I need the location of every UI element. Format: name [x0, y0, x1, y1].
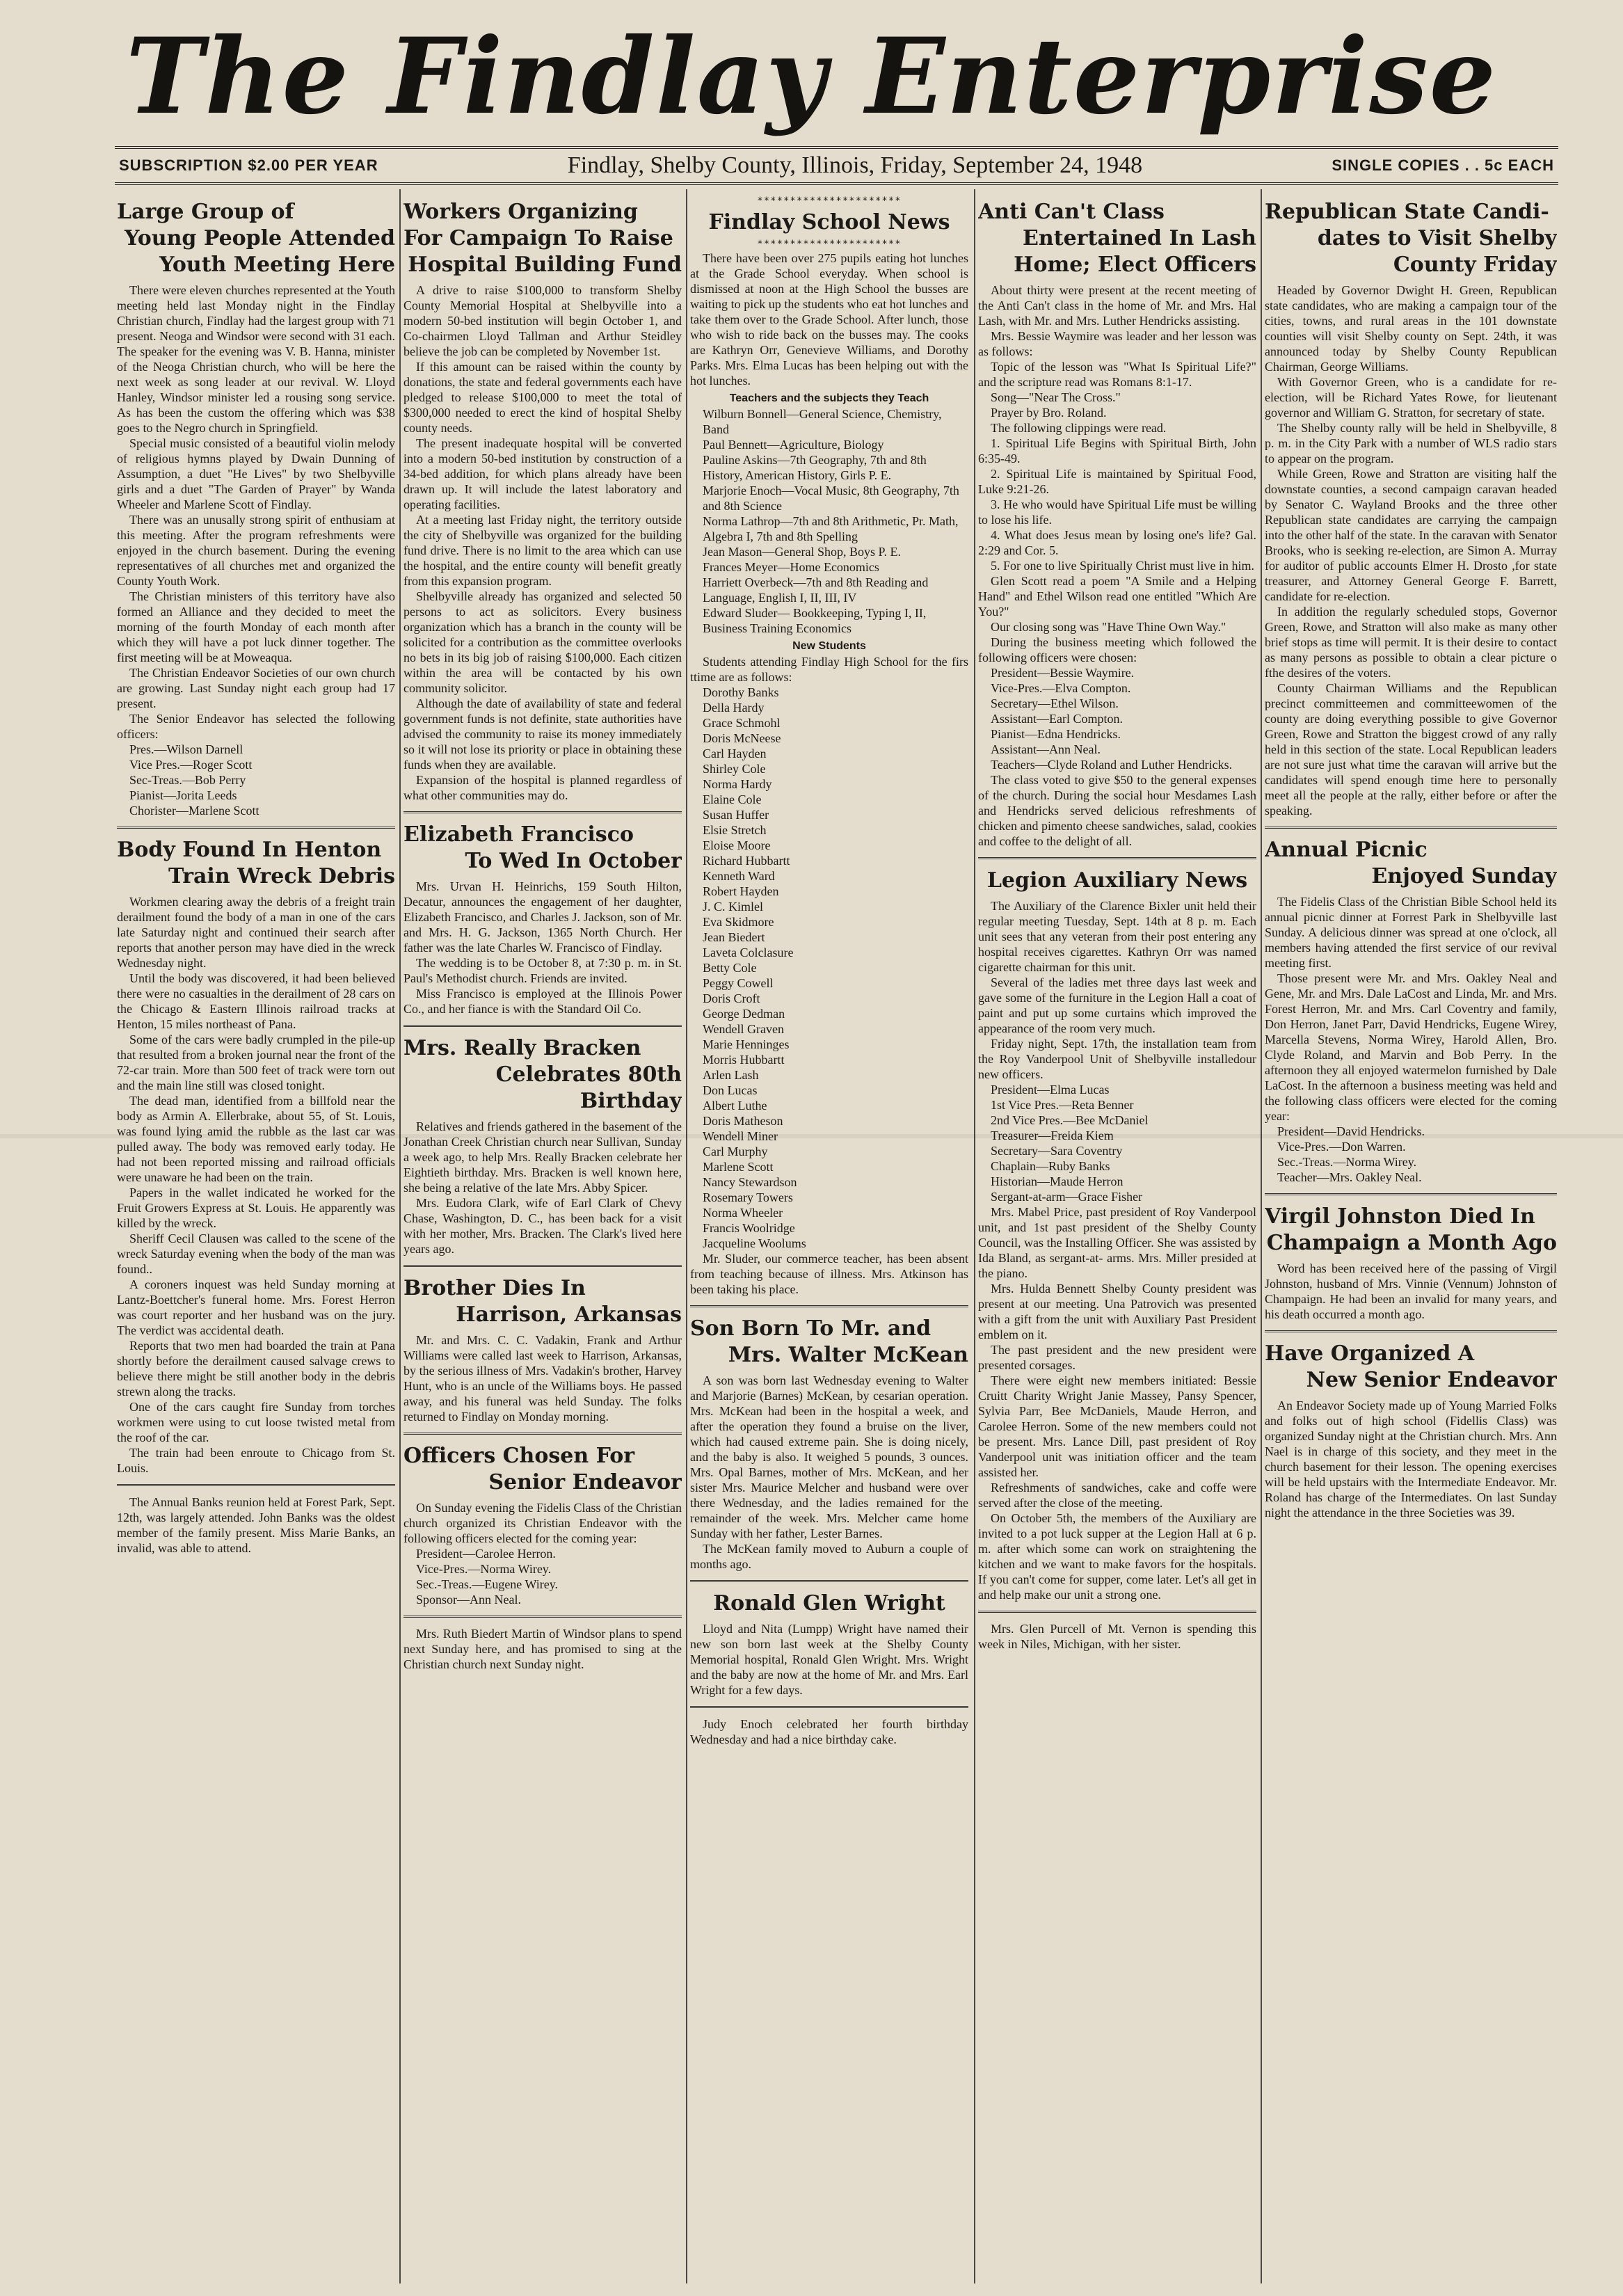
article-ronald-wright [690, 1591, 968, 1747]
article-youth-meeting [117, 199, 395, 818]
headline: Son Born To Mr. and Mrs. Walter McKean [690, 1316, 968, 1367]
paragraph: The class voted to give $50 to the general expenses of the church. During the social hour Mesdames Lash and Hendricks served delicious refreshments of chicken and pimento cheese sandwiches, salad, cookies and coffee to the delight of all. [978, 773, 1256, 848]
headline: Workers Organizing For Campaign To Raise Hospital Building Fund [403, 200, 682, 277]
officer-list: President—Elma Lucas 1st Vice Pres.—Reta Benner 2nd Vice Pres.—Bee McDaniel Treasurer—Freida Kiem Secretary—Sara Coventry Chaplain—Ruby Banks Historian—Maude Herron Sergant-at-arm—Grace Fisher [991, 1083, 1149, 1204]
paragraph: Workmen clearing away the debris of a freight train derailment found the body of a man in one of the cars late Saturday night and continued their search after reports that another person may have died in the wreck Wednesday night. [117, 895, 395, 970]
paragraph: Mrs. Urvan H. Heinrichs, 159 South Hilton, Decatur, announces the engagement of her daughter, Elizabeth Francisco, and Charles J. Jackson, son of Mr. and Mrs. H. G. Jackson, 1365 North Church. Her father was the late Charles W. Francisco of Findlay. [403, 879, 682, 955]
headline: Mrs. Really Bracken Celebrates 80th Birthday [403, 1036, 682, 1113]
article-divider [403, 1025, 682, 1027]
article-divider [403, 1433, 682, 1435]
paragraph: Reports that two men had boarded the train at Pana shortly before the derailment caused salvage crews to believe there might be still another body in the debris strewn along the tracks. [117, 1339, 395, 1398]
paragraph: Mrs. Eudora Clark, wife of Earl Clark of Chevy Chase, Washington, D. C., has been back for a visit with her mother, Mrs. Bracken. The Clark's lived here years ago. [403, 1196, 682, 1256]
paragraph: Headed by Governor Dwight H. Green, Republican state candidates, who are making a campaign tour of the cities, towns, and rural areas in the 101 downstate counties will visit Shelby county on Sept. 24th, it was announced today by Shelby County Republican Chairman, George Williams. [1265, 283, 1557, 374]
paragraph: Mrs. Ruth Biedert Martin of Windsor plans to spend next Sunday here, and has promised to sing at the Christian church next Sunday night. [403, 1627, 682, 1671]
article-divider [690, 1706, 968, 1708]
teacher-list: Wilburn Bonnell—General Science, Chemistry, Band Paul Bennett—Agriculture, Biology Pauline Askins—7th Geography, 7th and 8th History, American History, Girls P. E. Marjorie Enoch—Vocal Music, 8th Geography, 7th and 8th Science Norma Lathrop—7th and 8th Arithmetic, Pr. Math, Algebra I, 7th and 8th Spelling Jean Mason—General Shop, Boys P. E. Frances Meyer—Home Economics Harriett Overbeck—7th and 8th Reading and Language, English I, II, III, IV Edward Sluder— Bookkeeping, Typing I, II, Business Training Economics [703, 407, 959, 635]
paragraph: 1. Spiritual Life Begins with Spiritual Birth, John 6:35-49. [978, 436, 1256, 465]
paragraph: There have been over 275 pupils eating hot lunches at the Grade School everyday. When school is dismissed at noon at the High School the busses are waiting to pick up the students who eat hot lunches and take them over to the Grade School. After lunch, those who wish to ride back on the busses may. The cooks are Kathryn Orr, Genevieve Williams, and Dorothy Parks. Mrs. Elma Lucas has been helping out with the hot lunches. [690, 251, 968, 388]
article-divider [690, 1580, 968, 1582]
paragraph: The Annual Banks reunion held at Forest Park, Sept. 12th, was largely attended. John Banks was the oldest member of the family present. Miss Marie Banks, an invalid, was able to attend. [117, 1495, 395, 1555]
paragraph: 5. For one to live Spiritually Christ must live in him. [991, 559, 1254, 573]
student-list: Dorothy Banks Della Hardy Grace Schmohl Doris McNeese Carl Hayden Shirley Cole Norma Hardy Elaine Cole Susan Huffer Elsie Stretch Eloise Moore Richard Hubbartt Kenneth Ward Robert Hayden J. C. Kimlel Eva Skidmore Jean Biedert Laveta Colclasure Betty Cole Peggy Cowell Doris Croft George Dedman Wendell Graven Marie Henninges Morris Hubbartt Arlen Lash Don Lucas Albert Luthe Doris Matheson Wendell Miner Carl Murphy Marlene Scott Nancy Stewardson Rosemary Towers Norma Wheeler Francis Woolridge Jacqueline Woolums [703, 685, 806, 1250]
subheading: New Students [792, 640, 866, 652]
headline: Findlay School News [708, 210, 950, 234]
column-3 [690, 195, 968, 2282]
paragraph: With Governor Green, who is a candidate for re-election, will be Richard Yates Rowe, for lieutenant governor and William G. Stratton, for secretary of state. [1265, 375, 1557, 420]
paragraph: A son was born last Wednesday evening to Walter and Marjorie (Barnes) McKean, by cesarian operation. Mrs. McKean had been in the hospital a week, and after the operation they found a bruise on the liver, which had caused extreme pain. She is doing nicely, and the baby is also. It weighed 5 pounds, 3 ounces. Mrs. Opal Barnes, mother of Mrs. McKean, and her sister Mrs. Maurice Melcher and husband were over there Wednesday, and the ladies remained for the remainder of the week. Mrs. Melcher came home Sunday with her father, Lester Barnes. [690, 1373, 968, 1540]
headline: Large Group of Young People Attended Youth Meeting Here [117, 200, 395, 277]
dateline-bar [115, 146, 1558, 185]
officer-list: Pres.—Wilson Darnell Vice Pres.—Roger Scott Sec-Treas.—Bob Perry Pianist—Jorita Leeds Chorister—Marlene Scott [129, 742, 259, 818]
column-2 [403, 195, 682, 2282]
column-rule [686, 189, 687, 2283]
article-hospital-fund [403, 199, 682, 803]
paragraph: On Sunday evening the Fidelis Class of the Christian church organized its Christian Endeavor with the following officers elected for the coming year: [403, 1501, 682, 1545]
paragraph: Students attending Findlay High School for the firs ttime are as follows: [690, 655, 968, 684]
paragraph: During the business meeting which followed the following officers were chosen: [978, 635, 1256, 664]
headline: Brother Dies In Harrison, Arkansas [403, 1276, 682, 1327]
paragraph: County Chairman Williams and the Republican precinct committeemen and committeewomen of the county are doing everything possible to give Governor Green, Rowe and Stratton the biggest crowd of any rally held in this section of the state. Local Republican leaders are not sure just what time the caravan will arrive but the candidates will spend enough time here to personally meet all the people at the rally, either before or after the speaking. [1265, 681, 1557, 818]
paragraph: Expansion of the hospital is planned regardless of what other communities may do. [403, 773, 682, 802]
article-new-senior-endeavor [1265, 1341, 1557, 1520]
subheading: Teachers and the subjects they Teach [729, 392, 929, 404]
article-divider [117, 1484, 395, 1486]
paragraph: Song—"Near The Cross." [991, 390, 1121, 404]
paragraph: Prayer by Bro. Roland. [991, 406, 1107, 420]
paragraph: 3. He who would have Spiritual Life must be willing to lose his life. [978, 497, 1256, 527]
article-school-news [690, 195, 968, 1297]
paragraph: There was an unusally strong spirit of enthusiam at this meeting. After the program refreshments were enjoyed in the church basement. During the evening representatives of all churches met and organized the County Youth Work. [117, 513, 395, 588]
headline: Officers Chosen For Senior Endeavor [403, 1444, 682, 1494]
article-divider [403, 1265, 682, 1267]
paragraph: The Auxiliary of the Clarence Bixler unit held their regular meeting Tuesday, Sept. 14th at 8 p. m. Each unit sees that any veteran from their post entering any hospital receives cigarettes. Kathryn Orr was named cigarette chairman for this unit. [978, 899, 1256, 974]
paragraph: The Shelby county rally will be held in Shelbyville, 8 p. m. in the City Park with a number of WLS radio stars to appear on the program. [1265, 421, 1557, 465]
paragraph: Lloyd and Nita (Lumpp) Wright have named their new son born last week at the Shelby County Memorial hospital, Ronald Glen Wright. Mrs. Wright and the baby are now at the home of Mr. and Mrs. Earl Wright for a few days. [690, 1622, 968, 1697]
headline: Virgil Johnston Died In Champaign a Month Ago [1265, 1204, 1557, 1255]
paragraph: 4. What does Jesus mean by losing one's life? Gal. 2:29 and Cor. 5. [978, 528, 1256, 557]
article-legion-auxiliary [978, 868, 1256, 1652]
paragraph: Glen Scott read a poem "A Smile and a Helping Hand" and Ethel Wilson read one entitled "Which Are You?" [978, 574, 1256, 619]
column-rule [1261, 189, 1262, 2283]
paragraph: The wedding is to be October 8, at 7:30 p. m. in St. Paul's Methodist church. Friends are invited. [403, 956, 682, 985]
star-border: ********************** [757, 196, 902, 207]
paragraph: Mrs. Bessie Waymire was leader and her lesson was as follows: [978, 329, 1256, 358]
article-francisco-wedding [403, 822, 682, 1017]
paragraph: One of the cars caught fire Sunday from torches workmen were using to cut loose twisted metal from the roof of the car. [117, 1400, 395, 1444]
paragraph: Our closing song was "Have Thine Own Way." [991, 620, 1226, 634]
headline: Legion Auxiliary News [986, 868, 1248, 893]
paragraph: Shelbyville already has organized and selected 50 persons to act as solicitors. Every business organization which has a branch in the county will be solicited for a contribution as the committee overlooks no bets in its big job of raising $100,000. Each citizen within the area will be contacted by his own community solicitor. [403, 589, 682, 695]
article-divider [403, 811, 682, 813]
paragraph: There were eight new members initiated: Bessie Cruitt Charity Wright Janie Massey, Pansy Spencer, Sylvia Parr, Bee McDaniels, Maude Herron, and Carolee Herron. Some of the new members could not be present. Mrs. Lance Dill, past president of Roy Vanderpool unit was initiation officer and the team assisted her. [978, 1373, 1256, 1479]
headline: Have Organized A New Senior Endeavor [1265, 1341, 1557, 1392]
paragraph: Topic of the lesson was "What Is Spiritual Life?" and the scripture read was Romans 8:1-17. [978, 360, 1256, 389]
headline: Republican State Candi- dates to Visit Shelby County Friday [1265, 200, 1557, 277]
paragraph: Judy Enoch celebrated her fourth birthday Wednesday and had a nice birthday cake. [690, 1717, 968, 1746]
column-4 [978, 195, 1256, 2282]
paragraph: Several of the ladies met three days last week and gave some of the furniture in the Legion Hall a coat of paint and put up some curtains which improved the appearance of the room very much. [978, 975, 1256, 1035]
headline: Elizabeth Francisco To Wed In October [403, 822, 682, 873]
article-bracken-birthday [403, 1035, 682, 1257]
column-rule [399, 189, 401, 2283]
paragraph: Mrs. Hulda Bennett Shelby County president was present at our meeting. Una Patrovich was presented with a gift from the unit with Auxiliary Past President emblem on it. [978, 1282, 1256, 1341]
paragraph: Mr. and Mrs. C. C. Vadakin, Frank and Arthur Williams were called last week to Harrison, Arkansas, by the serious illness of Mrs. Vadakin's brother, Harvey Hunt, who is an uncle of the Williams boys. He passed away, and his funeral was held Sunday. The folks returned to Findlay on Monday morning. [403, 1333, 682, 1424]
article-divider [1265, 1193, 1557, 1195]
paragraph: The present inadequate hospital will be converted into a modern 50-bed institution by construction of a 34-bed addition, for which plans already have been drawn up. It will include the latest laboratory and operating facilities. [403, 436, 682, 511]
headline: Body Found In Henton Train Wreck Debris [117, 838, 395, 888]
paragraph: In addition the regularly scheduled stops, Governor Green, Rowe, and Stratton will also make as many other brief stops as time will permit. It is their desire to contact as many persons as possible to obtain a clear picture o fthe desires of the voters. [1265, 605, 1557, 680]
column-5 [1265, 195, 1557, 2282]
article-divider [1265, 1330, 1557, 1332]
paragraph: The train had been enroute to Chicago from St. Louis. [117, 1446, 395, 1475]
paragraph: Special music consisted of a beautiful violin melody of religious hymns played by Dwain Dunning of Assumption, a duet "He Lives" by two Shelbyville girls and a duet "The Garden of Prayer" by Wanda Wheeler and Marlene Scott of Findlay. [117, 436, 395, 511]
article-senior-endeavor-officers [403, 1443, 682, 1672]
paragraph: A drive to raise $100,000 to transform Shelby County Memorial Hospital at Shelbyville into a modern 50-bed institution will begin October 1, and Co-chairmen Lloyd Tallman and Arthur Steidley believe the job can be completed by November 1st. [403, 283, 682, 358]
paragraph: Some of the cars were badly crumpled in the pile-up that resulted from a broken journal near the front of the 72-car train. More than 500 feet of track were torn out and the main line still was closed tonight. [117, 1033, 395, 1092]
paragraph: The following clippings were read. [991, 421, 1167, 435]
paragraph: Mr. Sluder, our commerce teacher, has been absent from teaching because of illness. Mrs. Atkinson has been taking his place. [690, 1252, 968, 1296]
paragraph: Friday night, Sept. 17th, the installation team from the Roy Vanderpool Unit of Shelbyville installedour new officers. [978, 1037, 1256, 1081]
column-1 [117, 195, 395, 2282]
paragraph: Although the date of availability of state and federal government funds is not definite, state authorities have advised the community to raise its money immediately so it will not lose its priority or place in obtaining these funds when they are available. [403, 696, 682, 772]
single-copy-price: SINGLE COPIES . . 5c EACH [1332, 157, 1554, 174]
paragraph: The past president and the new president were presented corsages. [978, 1343, 1256, 1372]
headline: Anti Can't Class Entertained In Lash Home; Elect Officers [978, 200, 1256, 277]
issue-date: Findlay, Shelby County, Illinois, Friday, September 24, 1948 [567, 152, 1143, 178]
officer-list: President—Carolee Herron. Vice-Pres.—Norma Wirey. Sec.-Treas.—Eugene Wirey. Sponsor—Ann Neal. [416, 1547, 559, 1607]
paragraph: Papers in the wallet indicated he worked for the Fruit Growers Express at St. Louis. He apparently was killed by the wreck. [117, 1186, 395, 1230]
paragraph: The Fidelis Class of the Christian Bible School held its annual picnic dinner at Forrest Park in Shelbyville last Sunday. A delicious dinner was spread at one o'clock, all members having attended the first service of our revival meeting first. [1265, 895, 1557, 970]
paragraph: Miss Francisco is employed at the Illinois Power Co., and her fiance is with the Standard Oil Co. [403, 987, 682, 1016]
paragraph: Refreshments of sandwiches, cake and coffe were served after the close of the meeting. [978, 1481, 1256, 1510]
paragraph: An Endeavor Society made up of Young Married Folks and folks out of high school (Fidellis Class) was organized Sunday night at the Christian church. Mrs. Ann Nael is in charge of this society, and they meet in the church basement for their lesson. The opening exercises will be held upstairs with the Intermediate Endeavor. Mr. Roland has charge of the Intermediates. On last Sunday night the attendance in the three Societies was 39. [1265, 1398, 1557, 1520]
paragraph: Word has been received here of the passing of Virgil Johnston, husband of Mrs. Vinnie (Vennum) Johnston of Champaign. He had been an invalid for many years, and his death occurred a month ago. [1265, 1261, 1557, 1321]
officer-list: President—David Hendricks. Vice-Pres.—Don Warren. Sec.-Treas.—Norma Wirey. Teacher—Mrs. Oakley Neal. [1277, 1124, 1425, 1184]
article-divider [690, 1305, 968, 1307]
masthead-title: The Findlay Enterprise [125, 15, 1498, 138]
paragraph: Those present were Mr. and Mrs. Oakley Neal and Gene, Mr. and Mrs. Dale LaCost and Linda, Mr. and Mrs. Forest Herron, Mr. and Mrs. Carl Coventry and family, Don Herron, Janet Parr, David Hendricks, Eugene Wirey, Marcella Stevens, Norma Wirey, Harold Allen, Bro. Clyde Roland, and Marvin and Bob Perry. In the afternoon they all enjoyed watermelon furnished by Dale LaCost. In the afternoon a business meeting was held and the following class officers were elected for the coming year: [1265, 971, 1557, 1123]
article-divider [978, 1611, 1256, 1613]
paragraph: At a meeting last Friday night, the territory outside the city of Shelbyville was organized for the building fund drive. There is no limit to the area which can use the hospital, and the entire county will benefit greatly from this expansion program. [403, 513, 682, 588]
paragraph: The dead man, identified from a billfold near the body as Armin A. Ellerbrake, about 55, of St. Louis, was found lying amid the rubble as the last car was pulled away. The body was removed early today. He had not been reported missing and railroad officials were unaware he had been on the train. [117, 1094, 395, 1184]
paragraph: On October 5th, the members of the Auxiliary are invited to a pot luck supper at the Legion Hall at 6 p. m. after which some can work on straightening the kitchen and we want to make favors for the hospitals. If you can't come for supper, come later. Let's all get in and help make our unit a strong one. [978, 1511, 1256, 1602]
officer-list: President—Bessie Waymire. Vice-Pres.—Elva Compton. Secretary—Ethel Wilson. Assistant—Earl Compton. Pianist—Edna Hendricks. Assistant—Ann Neal. Teachers—Clyde Roland and Luther Hendricks. [991, 666, 1233, 772]
article-annual-picnic [1265, 837, 1557, 1185]
paragraph: The McKean family moved to Auburn a couple of months ago. [690, 1542, 968, 1571]
paragraph: 2. Spiritual Life is maintained by Spiritual Food, Luke 9:21-26. [978, 467, 1256, 496]
headline: Annual Picnic Enjoyed Sunday [1265, 838, 1557, 888]
paragraph: While Green, Rowe and Stratton are visiting half the downstate counties, a second campaign caravan headed by Senator C. Wayland Brooks and the three other Republican state candidates are carrying the campaign into the other half of the state. In the caravan with Senator Brooks, who is seeking re-election, are Simon A. Murray for auditor of public accounts Elmer H. Drosto ,for state treasurer, and Attorney General George F. Barrett, candidate for re-election. [1265, 467, 1557, 603]
headline: Ronald Glen Wright [713, 1591, 945, 1616]
paragraph: The Christian Endeavor Societies of our own church are growing. Last Sunday night each group had 17 present. [117, 666, 395, 710]
article-anti-cant-class [978, 199, 1256, 849]
article-virgil-johnston [1265, 1204, 1557, 1322]
article-divider [403, 1616, 682, 1618]
article-mckean-son [690, 1316, 968, 1572]
column-rule [974, 189, 975, 2283]
paragraph: Sheriff Cecil Clausen was called to the scene of the wreck Saturday evening when the body of the man was found.. [117, 1231, 395, 1276]
paragraph: Relatives and friends gathered in the basement of the Jonathan Creek Christian church near Sullivan, Sunday a week ago, to help Mrs. Really Bracken celebrate her Eightieth birthday. Mrs. Bracken is well known here, she being a relative of the late Mrs. Abby Spicer. [403, 1119, 682, 1195]
paragraph: Mrs. Glen Purcell of Mt. Vernon is spending this week in Niles, Michigan, with her sister. [978, 1622, 1256, 1651]
article-train-wreck [117, 837, 395, 1556]
paragraph: Until the body was discovered, it had been believed there were no casualties in the derailment of 28 cars on the Chicago & Eastern Illinois railroad tracks at Henton, 15 miles northeast of Pana. [117, 971, 395, 1031]
article-divider [117, 827, 395, 829]
paragraph: The Christian ministers of this territory have also formed an Alliance and they decided to meet the morning of the fourth Monday of each month after which they will have a pot luck dinner together. The first meeting will be at Moweaqua. [117, 589, 395, 664]
paragraph: About thirty were present at the recent meeting of the Anti Can't class in the home of Mr. and Mrs. Hal Lash, with Mr. and Mrs. Luther Hendricks assisting. [978, 283, 1256, 328]
paragraph: There were eleven churches represented at the Youth meeting held last Monday night in the Findlay Christian church, Findlay had the largest group with 71 present. Neoga and Windsor were second with 31 each. The speaker for the evening was V. B. Hanna, minister of the Neoga Christian church, who will be here the next week as song leader at our revival. W. Lloyd Hanley, Windsor minister led a rousing song service. As has been the custom the offering which was $38 goes to the Negro church in Springfield. [117, 283, 395, 435]
article-divider [978, 857, 1256, 859]
article-republican-candidates [1265, 199, 1557, 818]
article-brother-dies [403, 1275, 682, 1424]
subscription-price: SUBSCRIPTION $2.00 PER YEAR [119, 157, 378, 174]
star-border: ********************** [757, 239, 902, 250]
paragraph: Mrs. Mabel Price, past president of Roy Vanderpool unit, and 1st past president of the Shelby County Council, was the Installing Officer. She was assisted by Ida Bland, as sergant-at- arms. Mrs. Miller presided at the piano. [978, 1205, 1256, 1280]
article-divider [1265, 827, 1557, 829]
paragraph: If this amount can be raised within the county by donations, the state and federal governments each have pledged to release $100,000 to meet the total of $300,000 needed to erect the kind of hospital Shelby county needs. [403, 360, 682, 435]
paragraph: The Senior Endeavor has selected the following officers: [117, 712, 395, 741]
paragraph: A coroners inquest was held Sunday morning at Lantz-Boettcher's funeral home. Mrs. Forest Herron was court reporter and her husband was on the jury. The verdict was accidental death. [117, 1277, 395, 1337]
